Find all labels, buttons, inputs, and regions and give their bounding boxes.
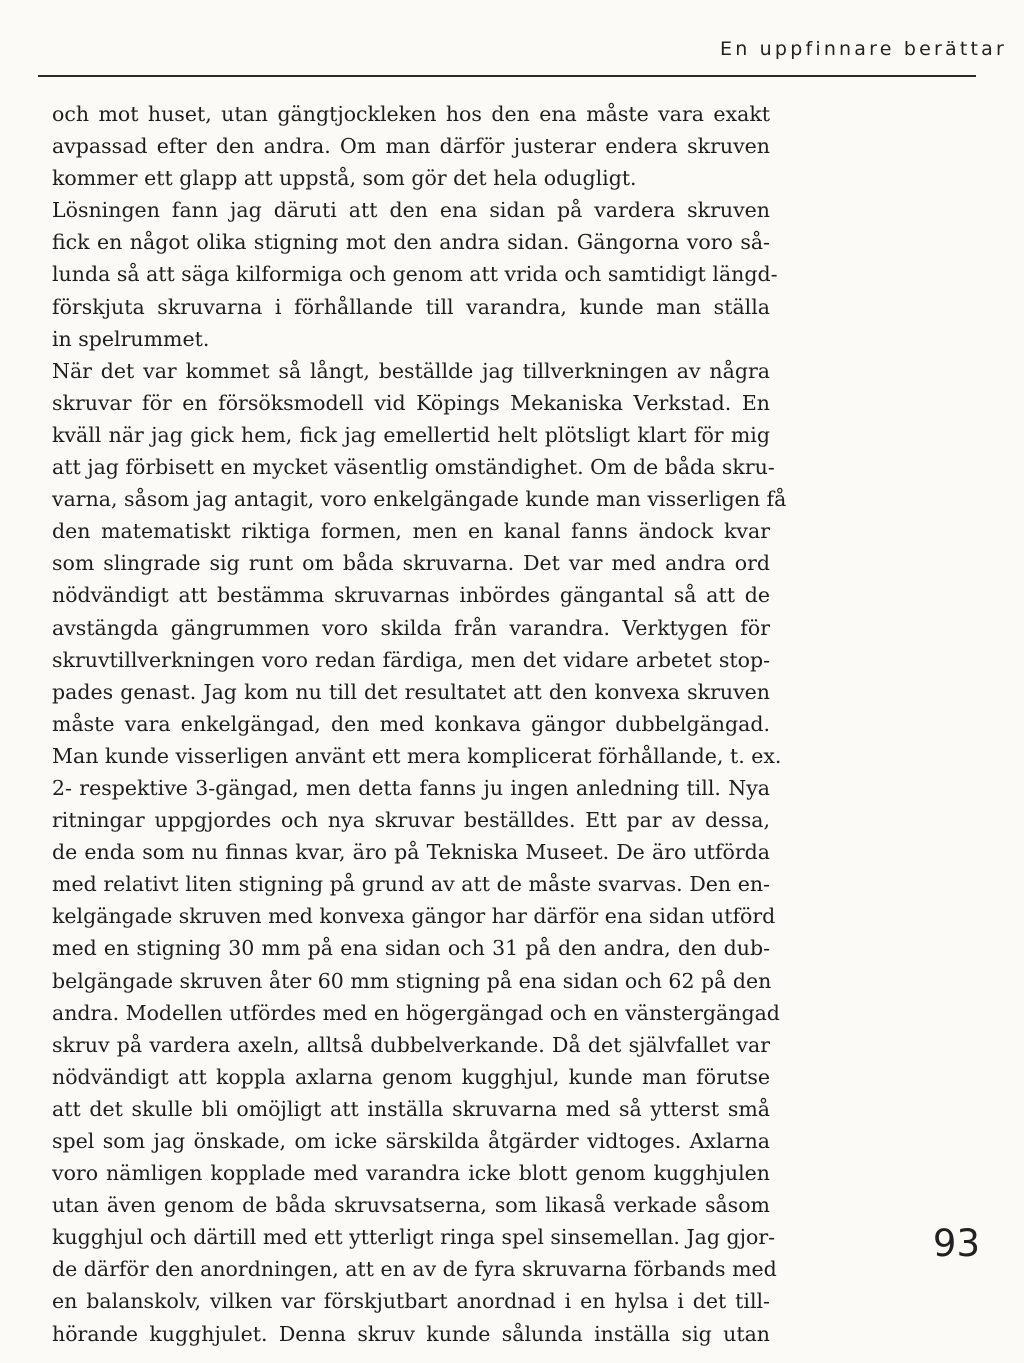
text-line: Lösningen fann jag däruti att den ena sidan på vardera skruven	[52, 198, 770, 223]
text-line: När det var kommet så långt, beställde jag tillverkningen av några	[52, 358, 770, 383]
text-line: och mot huset, utan gängtjockleken hos den ena måste vara exakt	[52, 102, 770, 126]
page-number: 93	[932, 1222, 980, 1265]
text-line: skruvar för en försöksmodell vid Köpings Mekaniska Verkstad. En	[52, 390, 770, 415]
text-line: ritningar uppgjordes och nya skruvar beställdes. Ett par av dessa,	[52, 808, 770, 833]
text-line: avstängda gängrummen voro skilda från varandra. Verktygen för	[52, 615, 770, 640]
running-header: En uppfinnare berättar	[720, 38, 1008, 60]
text-line: nödvändigt att koppla axlarna genom kugghjul, kunde man förutse	[52, 1064, 770, 1089]
text-line: att det skulle bli omöjligt att inställa skruvarna med så ytterst små	[52, 1096, 770, 1121]
text-line: utan även genom de båda skruvsatserna, som likaså verkade såsom	[52, 1193, 770, 1218]
text-line: spel som jag önskade, om icke särskilda åtgärder vidtoges. Axlarna	[52, 1129, 770, 1153]
text-line: nödvändigt att bestämma skruvarnas inbördes gängantal så att de	[52, 583, 770, 608]
text-line: kelgängade skruven med konvexa gängor har därför ena sidan utförd	[52, 904, 776, 929]
header-rule	[38, 75, 976, 77]
text-line: att jag förbisett en mycket väsentlig omständighet. Om de båda skru-	[52, 455, 775, 480]
text-line: som slingrade sig runt om båda skruvarna. Det var med andra ord	[52, 551, 770, 576]
text-line: de därför den anordningen, att en av de fyra skruvarna förbands med	[52, 1257, 777, 1282]
text-line: varna, såsom jag antagit, voro enkelgängade kunde man visserligen få	[52, 487, 787, 512]
text-line: fick en något olika stigning mot den andra sidan. Gängorna voro så-	[52, 230, 770, 255]
text-line: måste vara enkelgängad, den med konkava gängor dubbelgängad.	[52, 711, 770, 736]
text-line: andra. Modellen utfördes med en högergängad och en vänstergängad	[52, 1000, 780, 1025]
text-line: kväll när jag gick hem, fick jag emellertid helt plötsligt klart för mig	[52, 422, 770, 447]
text-line: lunda så att säga kilformiga och genom att vrida och samtidigt längd-	[52, 262, 778, 287]
text-line: Man kunde visserligen använt ett mera komplicerat förhållande, t. ex.	[52, 743, 782, 768]
text-line: belgängade skruven åter 60 mm stigning på ena sidan och 62 på den	[52, 968, 772, 993]
text-line: förskjuta skruvarna i förhållande till varandra, kunde man ställa	[52, 294, 770, 319]
text-line: med en stigning 30 mm på ena sidan och 31 på den andra, den dub-	[52, 936, 770, 961]
text-line: den matematiskt riktiga formen, men en kanal fanns ändock kvar	[52, 519, 770, 544]
text-line: kugghjul och därtill med ett ytterligt ringa spel sinsemellan. Jag gjor-	[52, 1225, 776, 1250]
text-line: skruvtillverkningen voro redan färdiga, men det vidare arbetet stop-	[52, 647, 770, 672]
text-line: kommer ett glapp att uppstå, som gör det hela odugligt.	[52, 166, 637, 191]
text-line: 2- respektive 3-gängad, men detta fanns ju ingen anledning till. Nya	[52, 775, 770, 800]
text-line: en balanskolv, vilken var förskjutbart anordnad i en hylsa i det till-	[52, 1289, 770, 1314]
body-text	[52, 98, 787, 1350]
text-line: de enda som nu finnas kvar, äro på Tekniska Museet. De äro utförda	[52, 840, 770, 865]
text-line: in spelrummet.	[52, 326, 210, 351]
text-line: med relativt liten stigning på grund av att de måste svarvas. Den en-	[52, 872, 770, 897]
text-line: hörande kugghjulet. Denna skruv kunde sålunda inställa sig utan	[52, 1321, 770, 1346]
text-line: avpassad efter den andra. Om man därför justerar endera skruven	[52, 134, 770, 159]
text-line: pades genast. Jag kom nu till det resultatet att den konvexa skruven	[52, 679, 770, 704]
text-line: voro nämligen kopplade med varandra icke blott genom kugghjulen	[52, 1161, 770, 1186]
text-line: skruv på vardera axeln, alltså dubbelverkande. Då det självfallet var	[52, 1032, 770, 1057]
